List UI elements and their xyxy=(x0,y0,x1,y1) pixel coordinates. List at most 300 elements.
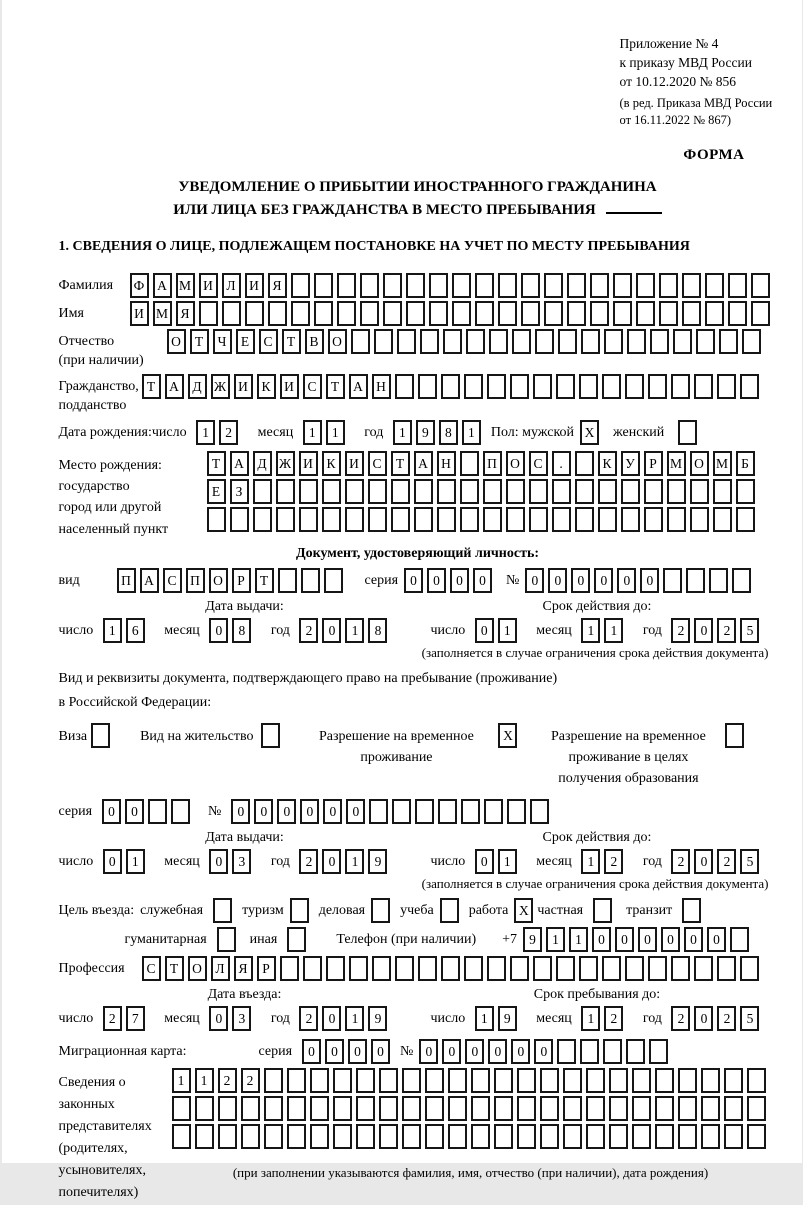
form-cell[interactable] xyxy=(287,1068,306,1093)
form-cell[interactable]: Я xyxy=(176,301,195,326)
form-cell[interactable] xyxy=(253,507,272,532)
form-cell[interactable]: 8 xyxy=(232,618,251,643)
form-cell[interactable]: 9 xyxy=(368,1006,387,1031)
form-cell[interactable] xyxy=(484,799,503,824)
form-cell[interactable] xyxy=(420,329,439,354)
form-cell[interactable]: С xyxy=(529,451,548,476)
form-cell[interactable] xyxy=(648,374,667,399)
form-cell[interactable]: Я xyxy=(234,956,253,981)
form-cell[interactable] xyxy=(563,1068,582,1093)
form-cell[interactable] xyxy=(392,799,411,824)
form-cell[interactable] xyxy=(567,301,586,326)
form-cell[interactable] xyxy=(310,1096,329,1121)
form-cell[interactable]: 0 xyxy=(323,799,342,824)
form-cell[interactable]: 2 xyxy=(299,1006,318,1031)
form-cell[interactable] xyxy=(349,956,368,981)
form-cell[interactable]: 2 xyxy=(604,849,623,874)
form-cell[interactable]: Ж xyxy=(276,451,295,476)
form-cell[interactable] xyxy=(558,329,577,354)
form-cell[interactable] xyxy=(287,1124,306,1149)
form-cell[interactable] xyxy=(709,568,728,593)
form-cell[interactable] xyxy=(441,956,460,981)
form-cell[interactable] xyxy=(383,273,402,298)
form-cell[interactable] xyxy=(368,479,387,504)
form-cell[interactable]: А xyxy=(414,451,433,476)
form-cell[interactable] xyxy=(475,301,494,326)
form-cell[interactable]: 0 xyxy=(511,1039,530,1064)
form-cell[interactable] xyxy=(443,329,462,354)
form-cell[interactable] xyxy=(517,1068,536,1093)
form-cell[interactable] xyxy=(287,927,306,952)
form-cell[interactable]: И xyxy=(130,301,149,326)
form-cell[interactable]: 0 xyxy=(475,618,494,643)
form-cell[interactable] xyxy=(667,507,686,532)
form-cell[interactable] xyxy=(148,799,167,824)
given-name-cells[interactable] xyxy=(130,301,774,326)
form-cell[interactable] xyxy=(322,479,341,504)
form-cell[interactable] xyxy=(471,1096,490,1121)
form-cell[interactable]: 0 xyxy=(548,568,567,593)
form-cell[interactable] xyxy=(544,273,563,298)
form-cell[interactable]: 1 xyxy=(604,618,623,643)
form-cell[interactable] xyxy=(575,507,594,532)
residence-valid-month[interactable] xyxy=(581,849,627,874)
form-cell[interactable]: 1 xyxy=(303,420,322,445)
form-cell[interactable]: 1 xyxy=(393,420,412,445)
form-cell[interactable] xyxy=(310,1068,329,1093)
form-cell[interactable] xyxy=(360,273,379,298)
form-cell[interactable]: 1 xyxy=(345,1006,364,1031)
form-cell[interactable] xyxy=(406,273,425,298)
form-cell[interactable] xyxy=(487,956,506,981)
form-cell[interactable] xyxy=(581,329,600,354)
form-cell[interactable] xyxy=(441,374,460,399)
form-cell[interactable] xyxy=(276,479,295,504)
form-cell[interactable] xyxy=(655,1124,674,1149)
form-cell[interactable] xyxy=(671,374,690,399)
form-cell[interactable] xyxy=(728,273,747,298)
form-cell[interactable] xyxy=(678,420,697,445)
form-cell[interactable] xyxy=(602,956,621,981)
form-cell[interactable]: А xyxy=(165,374,184,399)
form-cell[interactable] xyxy=(425,1096,444,1121)
form-cell[interactable]: 1 xyxy=(195,1068,214,1093)
form-cell[interactable] xyxy=(717,956,736,981)
form-cell[interactable] xyxy=(379,1068,398,1093)
form-cell[interactable]: В xyxy=(305,329,324,354)
form-cell[interactable] xyxy=(345,479,364,504)
form-cell[interactable] xyxy=(402,1096,421,1121)
citizenship-cells[interactable] xyxy=(142,374,763,399)
form-cell[interactable]: 3 xyxy=(232,1006,251,1031)
form-cell[interactable]: А xyxy=(140,568,159,593)
form-cell[interactable]: С xyxy=(142,956,161,981)
form-cell[interactable]: 1 xyxy=(126,849,145,874)
form-cell[interactable] xyxy=(397,329,416,354)
form-cell[interactable] xyxy=(402,1068,421,1093)
form-cell[interactable] xyxy=(172,1096,191,1121)
form-cell[interactable] xyxy=(414,507,433,532)
form-cell[interactable] xyxy=(383,301,402,326)
form-cell[interactable] xyxy=(713,479,732,504)
form-cell[interactable] xyxy=(429,301,448,326)
form-cell[interactable] xyxy=(659,301,678,326)
form-cell[interactable] xyxy=(498,301,517,326)
form-cell[interactable]: А xyxy=(349,374,368,399)
form-cell[interactable]: 9 xyxy=(498,1006,517,1031)
form-cell[interactable] xyxy=(437,479,456,504)
form-cell[interactable] xyxy=(552,479,571,504)
identity-series-cells[interactable] xyxy=(404,568,496,593)
form-cell[interactable] xyxy=(415,799,434,824)
form-cell[interactable]: 8 xyxy=(368,618,387,643)
residence-number-cells[interactable] xyxy=(231,799,553,824)
form-cell[interactable]: З xyxy=(230,479,249,504)
form-cell[interactable] xyxy=(440,898,459,923)
form-cell[interactable] xyxy=(694,956,713,981)
identity-valid-year[interactable] xyxy=(671,618,763,643)
form-cell[interactable] xyxy=(510,956,529,981)
form-cell[interactable] xyxy=(719,329,738,354)
form-cell[interactable]: 2 xyxy=(299,618,318,643)
form-cell[interactable]: И xyxy=(234,374,253,399)
form-cell[interactable]: 1 xyxy=(581,849,600,874)
form-cell[interactable]: Ч xyxy=(213,329,232,354)
birth-month-cells[interactable] xyxy=(303,420,349,445)
identity-kind-cells[interactable] xyxy=(117,568,347,593)
form-cell[interactable]: 3 xyxy=(232,849,251,874)
form-cell[interactable] xyxy=(253,479,272,504)
form-cell[interactable] xyxy=(751,301,770,326)
form-cell[interactable]: Л xyxy=(211,956,230,981)
form-cell[interactable]: Т xyxy=(282,329,301,354)
form-cell[interactable] xyxy=(544,301,563,326)
form-cell[interactable] xyxy=(345,507,364,532)
form-cell[interactable] xyxy=(425,1124,444,1149)
form-cell[interactable]: 1 xyxy=(581,618,600,643)
form-cell[interactable] xyxy=(747,1068,766,1093)
form-cell[interactable] xyxy=(649,1039,668,1064)
form-cell[interactable]: X xyxy=(514,898,533,923)
form-cell[interactable]: Я xyxy=(268,273,287,298)
form-cell[interactable] xyxy=(489,329,508,354)
form-cell[interactable] xyxy=(506,479,525,504)
form-cell[interactable] xyxy=(690,507,709,532)
form-cell[interactable]: 0 xyxy=(661,927,680,952)
form-cell[interactable]: К xyxy=(257,374,276,399)
form-cell[interactable]: Т xyxy=(207,451,226,476)
representatives-row2[interactable] xyxy=(172,1096,770,1121)
form-cell[interactable]: 1 xyxy=(103,618,122,643)
form-cell[interactable] xyxy=(632,1124,651,1149)
form-cell[interactable]: 0 xyxy=(302,1039,321,1064)
form-cell[interactable] xyxy=(540,1068,559,1093)
form-cell[interactable] xyxy=(290,898,309,923)
form-cell[interactable] xyxy=(625,956,644,981)
form-cell[interactable] xyxy=(682,273,701,298)
form-cell[interactable] xyxy=(333,1124,352,1149)
birth-day-cells[interactable] xyxy=(196,420,242,445)
form-cell[interactable]: Е xyxy=(207,479,226,504)
form-cell[interactable] xyxy=(360,301,379,326)
form-cell[interactable]: М xyxy=(713,451,732,476)
form-cell[interactable] xyxy=(747,1124,766,1149)
form-cell[interactable] xyxy=(314,301,333,326)
form-cell[interactable] xyxy=(299,479,318,504)
form-cell[interactable] xyxy=(471,1124,490,1149)
form-cell[interactable] xyxy=(663,568,682,593)
birth-place-row2[interactable] xyxy=(207,479,759,504)
form-cell[interactable]: А xyxy=(153,273,172,298)
form-cell[interactable] xyxy=(483,479,502,504)
form-cell[interactable] xyxy=(701,1096,720,1121)
form-cell[interactable] xyxy=(529,479,548,504)
form-cell[interactable] xyxy=(690,479,709,504)
form-cell[interactable]: 0 xyxy=(475,849,494,874)
identity-issue-day[interactable] xyxy=(103,618,149,643)
form-cell[interactable] xyxy=(461,799,480,824)
form-cell[interactable] xyxy=(613,273,632,298)
form-cell[interactable]: 2 xyxy=(218,1068,237,1093)
form-cell[interactable] xyxy=(621,479,640,504)
form-cell[interactable]: X xyxy=(580,420,599,445)
form-cell[interactable] xyxy=(425,1068,444,1093)
form-cell[interactable]: П xyxy=(117,568,136,593)
form-cell[interactable]: Т xyxy=(142,374,161,399)
form-cell[interactable] xyxy=(299,507,318,532)
form-cell[interactable]: О xyxy=(506,451,525,476)
form-cell[interactable] xyxy=(261,723,280,748)
form-cell[interactable] xyxy=(418,956,437,981)
form-cell[interactable]: И xyxy=(299,451,318,476)
form-cell[interactable] xyxy=(602,374,621,399)
form-cell[interactable]: Т xyxy=(255,568,274,593)
form-cell[interactable] xyxy=(632,1096,651,1121)
form-cell[interactable] xyxy=(736,479,755,504)
form-cell[interactable] xyxy=(517,1096,536,1121)
form-cell[interactable]: Ж xyxy=(211,374,230,399)
form-cell[interactable] xyxy=(487,374,506,399)
form-cell[interactable]: Т xyxy=(190,329,209,354)
representatives-row1[interactable] xyxy=(172,1068,770,1093)
form-cell[interactable] xyxy=(724,1068,743,1093)
form-cell[interactable] xyxy=(372,956,391,981)
form-cell[interactable] xyxy=(678,1124,697,1149)
form-cell[interactable]: 1 xyxy=(546,927,565,952)
form-cell[interactable] xyxy=(705,301,724,326)
form-cell[interactable]: Е xyxy=(236,329,255,354)
stay-until-month[interactable] xyxy=(581,1006,627,1031)
form-cell[interactable]: Н xyxy=(437,451,456,476)
form-cell[interactable]: 1 xyxy=(581,1006,600,1031)
form-cell[interactable]: 9 xyxy=(416,420,435,445)
form-cell[interactable] xyxy=(627,329,646,354)
form-cell[interactable] xyxy=(199,301,218,326)
form-cell[interactable] xyxy=(590,273,609,298)
form-cell[interactable] xyxy=(621,507,640,532)
residence-valid-year[interactable] xyxy=(671,849,763,874)
form-cell[interactable]: 1 xyxy=(196,420,215,445)
form-cell[interactable] xyxy=(730,927,749,952)
form-cell[interactable]: Д xyxy=(253,451,272,476)
form-cell[interactable] xyxy=(724,1096,743,1121)
form-cell[interactable]: 0 xyxy=(277,799,296,824)
representatives-row3[interactable] xyxy=(172,1124,770,1149)
form-cell[interactable] xyxy=(529,507,548,532)
form-cell[interactable]: 0 xyxy=(525,568,544,593)
birth-place-row3[interactable] xyxy=(207,507,759,532)
form-cell[interactable] xyxy=(655,1068,674,1093)
form-cell[interactable] xyxy=(356,1124,375,1149)
form-cell[interactable] xyxy=(673,329,692,354)
form-cell[interactable] xyxy=(593,898,612,923)
visa-checkbox[interactable] xyxy=(91,723,114,748)
form-cell[interactable] xyxy=(736,507,755,532)
residence-issue-month[interactable] xyxy=(209,849,255,874)
form-cell[interactable]: С xyxy=(163,568,182,593)
form-cell[interactable]: 0 xyxy=(427,568,446,593)
form-cell[interactable] xyxy=(521,273,540,298)
form-cell[interactable] xyxy=(609,1124,628,1149)
form-cell[interactable] xyxy=(414,479,433,504)
residence-series-cells[interactable] xyxy=(102,799,194,824)
form-cell[interactable] xyxy=(195,1124,214,1149)
form-cell[interactable]: А xyxy=(230,451,249,476)
form-cell[interactable]: 0 xyxy=(346,799,365,824)
form-cell[interactable]: Р xyxy=(644,451,663,476)
form-cell[interactable]: 1 xyxy=(326,420,345,445)
form-cell[interactable] xyxy=(368,507,387,532)
form-cell[interactable]: 0 xyxy=(638,927,657,952)
form-cell[interactable] xyxy=(696,329,715,354)
form-cell[interactable]: 0 xyxy=(465,1039,484,1064)
form-cell[interactable] xyxy=(636,273,655,298)
form-cell[interactable] xyxy=(452,301,471,326)
form-cell[interactable]: О xyxy=(167,329,186,354)
form-cell[interactable]: 0 xyxy=(322,849,341,874)
form-cell[interactable] xyxy=(579,956,598,981)
form-cell[interactable]: О xyxy=(690,451,709,476)
form-cell[interactable]: С xyxy=(303,374,322,399)
form-cell[interactable] xyxy=(324,568,343,593)
form-cell[interactable] xyxy=(337,301,356,326)
form-cell[interactable] xyxy=(701,1068,720,1093)
form-cell[interactable]: К xyxy=(598,451,617,476)
form-cell[interactable] xyxy=(713,507,732,532)
form-cell[interactable]: 1 xyxy=(475,1006,494,1031)
form-cell[interactable]: С xyxy=(259,329,278,354)
form-cell[interactable]: 0 xyxy=(694,849,713,874)
form-cell[interactable]: 0 xyxy=(694,1006,713,1031)
form-cell[interactable] xyxy=(337,273,356,298)
form-cell[interactable] xyxy=(333,1096,352,1121)
form-cell[interactable] xyxy=(598,507,617,532)
form-cell[interactable]: О xyxy=(328,329,347,354)
form-cell[interactable]: М xyxy=(153,301,172,326)
purpose-business-checkbox[interactable] xyxy=(371,898,394,923)
form-cell[interactable]: 1 xyxy=(172,1068,191,1093)
form-cell[interactable] xyxy=(448,1096,467,1121)
form-cell[interactable] xyxy=(556,374,575,399)
form-cell[interactable] xyxy=(575,479,594,504)
form-cell[interactable] xyxy=(644,479,663,504)
form-cell[interactable]: И xyxy=(199,273,218,298)
form-cell[interactable] xyxy=(218,1124,237,1149)
form-cell[interactable] xyxy=(590,301,609,326)
form-cell[interactable]: 2 xyxy=(103,1006,122,1031)
form-cell[interactable] xyxy=(406,301,425,326)
form-cell[interactable] xyxy=(460,479,479,504)
form-cell[interactable]: 2 xyxy=(219,420,238,445)
form-cell[interactable] xyxy=(598,479,617,504)
form-cell[interactable]: Р xyxy=(232,568,251,593)
form-cell[interactable]: 0 xyxy=(617,568,636,593)
form-cell[interactable] xyxy=(466,329,485,354)
form-cell[interactable]: И xyxy=(280,374,299,399)
form-cell[interactable] xyxy=(717,374,736,399)
form-cell[interactable] xyxy=(567,273,586,298)
form-cell[interactable] xyxy=(379,1124,398,1149)
form-cell[interactable] xyxy=(310,1124,329,1149)
sex-male-checkbox[interactable] xyxy=(580,420,603,445)
form-cell[interactable]: 2 xyxy=(671,618,690,643)
form-cell[interactable] xyxy=(557,1039,576,1064)
purpose-other-checkbox[interactable] xyxy=(287,927,310,952)
form-cell[interactable]: О xyxy=(209,568,228,593)
form-cell[interactable] xyxy=(301,568,320,593)
form-cell[interactable]: Л xyxy=(222,273,241,298)
stay-until-day[interactable] xyxy=(475,1006,521,1031)
form-cell[interactable] xyxy=(448,1068,467,1093)
purpose-humanitarian-checkbox[interactable] xyxy=(217,927,240,952)
form-cell[interactable] xyxy=(575,451,594,476)
form-cell[interactable]: 5 xyxy=(740,618,759,643)
form-cell[interactable] xyxy=(483,507,502,532)
form-cell[interactable]: 0 xyxy=(450,568,469,593)
form-cell[interactable] xyxy=(464,956,483,981)
form-cell[interactable] xyxy=(655,1096,674,1121)
form-cell[interactable] xyxy=(333,1068,352,1093)
form-cell[interactable]: 1 xyxy=(345,849,364,874)
form-cell[interactable] xyxy=(402,1124,421,1149)
form-cell[interactable] xyxy=(609,1096,628,1121)
form-cell[interactable]: 8 xyxy=(439,420,458,445)
form-cell[interactable] xyxy=(563,1124,582,1149)
residence-permit-checkbox[interactable] xyxy=(261,723,284,748)
form-cell[interactable] xyxy=(579,374,598,399)
form-cell[interactable] xyxy=(682,898,701,923)
stay-until-year[interactable] xyxy=(671,1006,763,1031)
form-cell[interactable]: 2 xyxy=(717,1006,736,1031)
form-cell[interactable] xyxy=(556,956,575,981)
form-cell[interactable]: 2 xyxy=(717,618,736,643)
form-cell[interactable]: 1 xyxy=(345,618,364,643)
purpose-transit-checkbox[interactable] xyxy=(682,898,705,923)
form-cell[interactable] xyxy=(241,1096,260,1121)
form-cell[interactable] xyxy=(230,507,249,532)
form-cell[interactable]: 1 xyxy=(498,849,517,874)
form-cell[interactable]: Б xyxy=(736,451,755,476)
form-cell[interactable] xyxy=(671,956,690,981)
form-cell[interactable]: 0 xyxy=(300,799,319,824)
form-cell[interactable] xyxy=(278,568,297,593)
form-cell[interactable]: 9 xyxy=(523,927,542,952)
form-cell[interactable] xyxy=(644,507,663,532)
form-cell[interactable]: 0 xyxy=(442,1039,461,1064)
form-cell[interactable] xyxy=(650,329,669,354)
form-cell[interactable] xyxy=(280,956,299,981)
form-cell[interactable] xyxy=(586,1124,605,1149)
